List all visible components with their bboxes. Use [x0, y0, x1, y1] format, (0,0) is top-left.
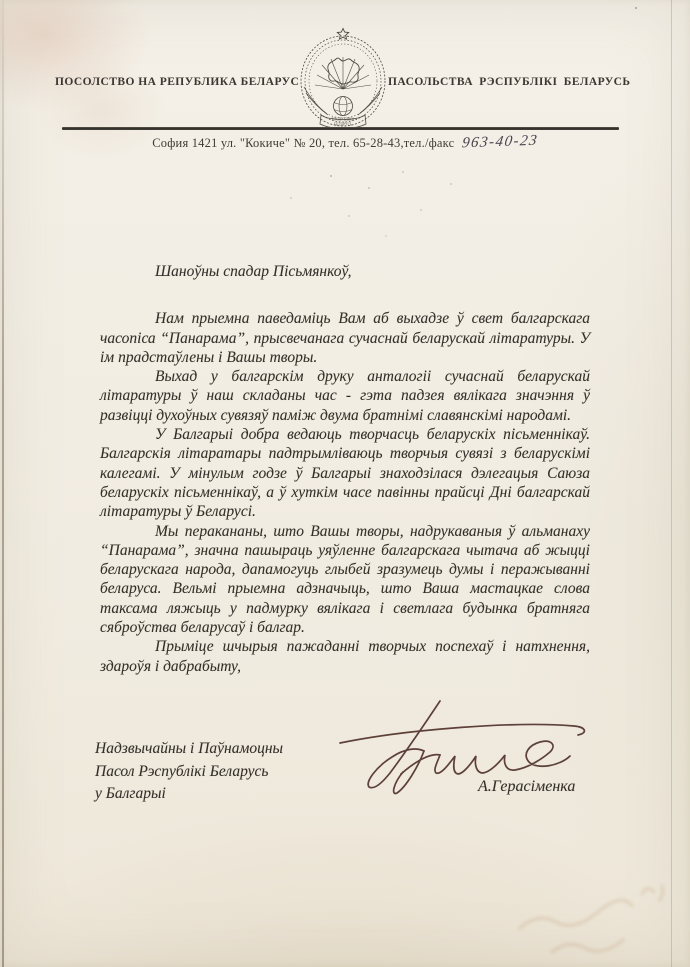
address-printed-text: София 1421 ул. "Кокиче" № 20, тел. 65-28-43,тел./факс [152, 136, 455, 150]
paragraph-1: Нам прыемна паведаміць Вам аб выхадзе ў свет балгарскага часопіса “Панарама”, прысвечанага сучаснай беларускай літаратуры. У ім прадстаўлены і Вашы творы. [100, 310, 590, 366]
embassy-address-line [0, 132, 690, 152]
embassy-title-bulgarian: ПОСОЛСТВО НА РЕПУБЛИКА БЕЛАРУС [55, 76, 300, 88]
paragraph-4: Мы перакананы, што Вашы творы, надрукаваныя ў альманаху “Панарама”, значна пашыраць уяўленне балгарскага чытача аб жыцці беларускага народа, дапамогуць глыбей зразумець думы і перажыванні беларуса. Вельмі прыемна адзначыць, што Ваша мастацкае слова таксама ляжыць у падмурку вялікага і светлага будынка братняга сяброўства беларусаў і балгар. [100, 522, 590, 637]
letter-body [100, 262, 590, 676]
embassy-title-belarusian: ПАСОЛЬСТВА РЭСПУБЛІКІ БЕЛАРУСЬ [388, 76, 631, 88]
fax-number-handwritten: 963-40-23 [460, 132, 539, 152]
paragraph-5: Прыміце шчырыя пажаданні творчых поспехаў і натхнення, здароўя і дабрабыту, [100, 638, 590, 675]
belarus-coat-of-arms [294, 27, 392, 129]
signer-title-block [95, 738, 283, 806]
emblem-ribbon-text-2: БЕЛАРУСЬ [333, 122, 353, 127]
bleed-through-marks [500, 880, 690, 965]
scan-noise-specks [330, 175, 332, 177]
signer-title-line-3: у Балгарыі [95, 785, 166, 802]
emblem-ribbon-text-1: РЭСПУБЛІКА [331, 117, 355, 122]
paragraph-2: Выхад у балгарскім друку анталогіі сучаснай беларускай літаратуры ў наш складаны час - гэта падзея вялікага значэння ў развіцці духоўных сувязяў паміж двума братнімі славянскімі народамі. [100, 368, 590, 424]
signer-title-line-2: Пасол Рэспублікі Беларусь [95, 762, 269, 780]
signer-title-line-1: Надзвычайны і Паўнамоцны [95, 740, 284, 757]
signer-name: А.Герасіменка [478, 778, 576, 795]
salutation: Шаноўны спадар Пісьмянкоў, [155, 263, 352, 280]
header-divider-line [62, 127, 619, 130]
paragraph-3: У Балгарыі добра ведаюць творчасць беларускіх пісьменнікаў. Балгарскія літаратары падтрымліваюць творчыя сувязі з беларускімі калегамі. У мінулым годзе ў Балгарыі знаходзілася дэлегацыя Саюза беларускіх пісьменнікаў, а ў хуткім часе павінны прайсці Дні балгарскай літаратуры ў Беларусі. [100, 426, 590, 521]
